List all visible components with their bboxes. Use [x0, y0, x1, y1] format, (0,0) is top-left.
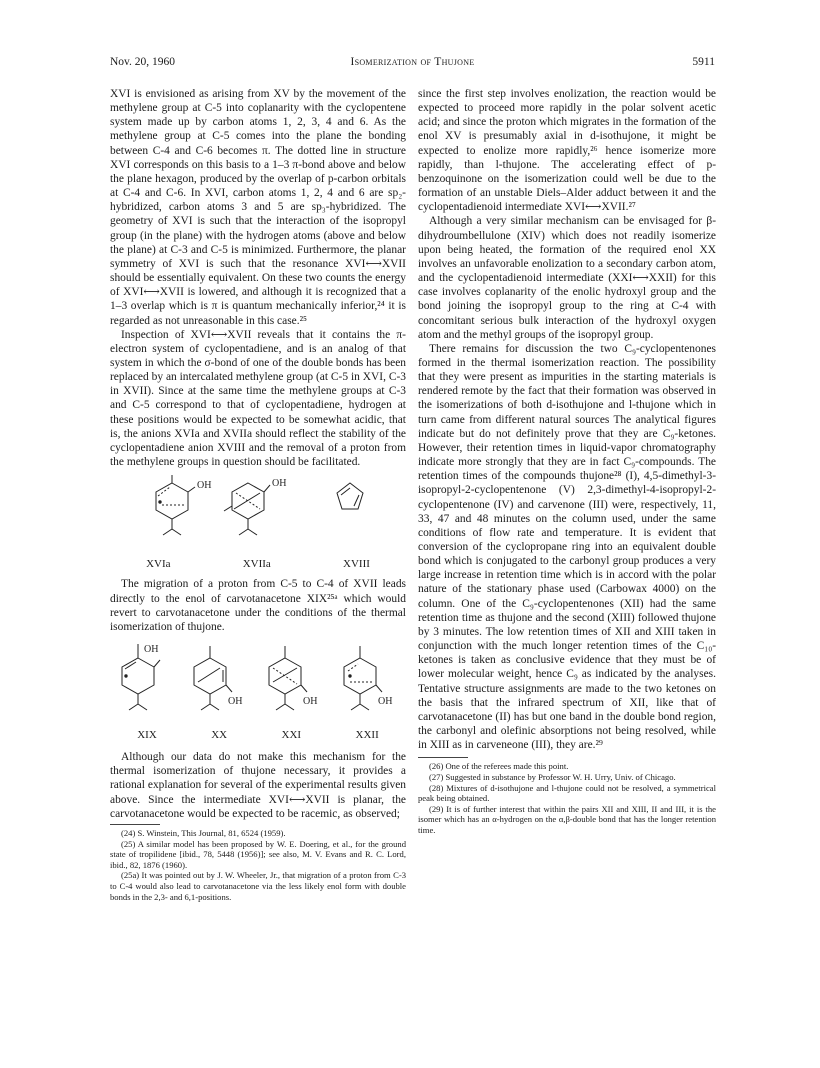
footnote-25: (25) A similar model has been proposed by W. E. Doering, et al., for the ground state of tropilidene [ibid., 78, 5448 (1956)]; see also, M. V. Evans and R. C. Lord, ibid., 82, 1876 (1960). — [110, 838, 406, 870]
left-paragraph-2: Inspection of XVI⟷XVII reveals that it contains the π-electron system of cyclopentadiene, and is an analog of that system in which the σ-bond of one of the double bonds has been replaced by an intercalated methylene group (at C-5 in XVI, C-3 in XVII). Since at the same time the methylene groups at C-3 and C-5 correspond to that of cyclopentadiene, hydrogen at these positions would be expected to be somewhat acidic, that is, the anions XVIa and XVIIa should reflect the stability of the cyclopentadiene anion XVIII and the removal of a proton from the methylene groups in question should be facilitated. — [110, 328, 406, 469]
page-header — [110, 56, 715, 72]
footnote-27: (27) Suggested in substance by Professor W. H. Urry, Univ. of Chicago. — [429, 771, 676, 782]
footnote-28: (28) Mixtures of d-isothujone and l-thujone could not be resolved, a symmetrical peak being obtained. — [418, 782, 716, 804]
structure-xviii — [337, 483, 363, 509]
structure-xxii — [344, 646, 382, 710]
footnote-26: (26) One of the referees made this point. — [429, 761, 569, 772]
footnote-25a: (25a) It was pointed out by J. W. Wheeler, Jr., that migration of a proton from C-3 to C-4 would also lead to carvotanacetone via the less likely enol form with double bonds in the 2,3- and 6,1-positions. — [110, 870, 406, 902]
label-xx: XX — [211, 729, 228, 741]
footnote-24: (24) S. Winstein, This Journal, 81, 6524 (1959). — [121, 827, 286, 838]
label-xxi: XXI — [281, 729, 302, 741]
structures-xvia-xviia-xviii — [110, 469, 406, 561]
header-date: Nov. 20, 1960 — [110, 56, 176, 68]
structure-xx — [194, 646, 232, 710]
right-paragraph-3: There remains for discussion the two C₉-cyclopentenones formed in the thermal isomerization reaction. The possibility that they were present as impurities in the starting materials is rendered remote by the fact that their formation was observed in the isomerizations of both d-isothujone and l-thujone which in turn came from different natural sources The analytical figures indicate but do not definitely prove that they are C₉-ketones. However, their retention times in liquid-vapor chromatography indicate more strongly that they are in fact C₉-compounds. The retention times of the compounds thujone²⁸ (I), 4,5-dimethyl-3-isopropyl-2-cyclopentenone (V) 2,3-dimethyl-4-isopropyl-2-cyclopentenone (IV) and carvenone (III) were, respectively, 11, 33, 47 and 48 minutes on the column used, under the same conditions of flow rate and temperature. It is evident that conversion of the cyclopropane ring into an equivalent double bond which is conjugated to the carbonyl group produces a very large increase in retention time which is in accord with the polar nature of the stationary phase used (Carbowax 4000) on the column. One of the C₉-cyclopentenones (XII) had the same retention time as thujone and the second (XIII) followed thujone by 3 minutes. The low retention times of XII and XIII taken in conjunction with the much longer retention times of the C₁₀-ketones is taken as conclusive evidence that they must be of lower molecular weight, hence C₉ as indicated by the analyses. Tentative structure assignments are made to the two ketones on the basis that the infrared spectrum of XII, like that of carvotanacetone (II) has but one band in the double bond region, the carbonyl and olefinic absorptions not being resolved, while in XIII as in carveneone (III), they are.²⁹ — [418, 342, 716, 752]
structure-xviia — [224, 483, 270, 535]
label-xix: XIX — [137, 729, 157, 741]
left-column — [110, 87, 406, 902]
right-footnotes — [418, 761, 716, 835]
structures-figure-2 — [110, 638, 406, 734]
footnote-29: (29) It is of further interest that within the pairs XII and XIII, II and III, it is the isomer which has an α-hydrogen on the α,β-double bond that has the longer retention time. — [418, 803, 716, 835]
structures-figure-1 — [110, 469, 406, 561]
header-title: Isomerization of Thujone — [350, 56, 475, 68]
left-paragraph-4: Although our data do not make this mechanism for the thermal isomerization of thujone necessary, it provides a rational explanation for several of the experimental results given above. Since the intermediate XVI⟷XVII is planar, the carvotanacetone would be expected to be racemic, as observed; — [110, 751, 406, 820]
structure-xxi — [269, 646, 307, 710]
footnote-rule-left — [110, 824, 160, 825]
left-paragraph-1: XVI is envisioned as arising from XV by the movement of the methylene group at C-5 into coplanarity with the cyclopentene system made up by carbon atoms 1, 2, 3, 4 and 6. As the methylene group at C-5 comes into the plane the bonding between C-4 and C-6 becomes π. The dotted line in structure XVI corresponds on this basis to a 1–3 π-bond above and below the plane hexagon, produced by the overlap of p-carbon orbitals at C-4 and C-6. In XVI, carbon atoms 1, 2, 4 and 6 are sp₂-hybridized, carbon atoms 3 and 5 are sp₃-hybridized. The geometry of XVI is such that the interaction of the isopropyl group (in the plane) with the hydrogen atoms (above and below the plane) at C-3 and C-5 is minimized. Furthermore, the planar symmetry of XVI is such that the resonance XVI⟷XVII should be essentially equivalent. On these two counts the energy of XVI⟷XVII is lowered, and although it is recognized that a 1–3 overlap which is π is quantum mechanically inferior,²⁴ it is regarded as not unreasonable in this case.²⁵ — [110, 88, 406, 327]
right-column — [418, 87, 716, 836]
xxi-oh-label: OH — [303, 696, 318, 707]
xix-oh-label: OH — [144, 644, 159, 655]
left-paragraph-3: The migration of a proton from C-5 to C-4 of XVII leads directly to the enol of carvotanacetone XIX²⁵ᵃ which would revert to carvotanacetone under the conditions of the thermal isomerization of thujone. — [110, 578, 406, 633]
label-xviia: XVIIa — [242, 558, 271, 571]
structure-xvia — [156, 475, 195, 535]
header-page-number: 5911 — [692, 56, 715, 68]
structures-xix-xxii — [110, 638, 406, 734]
footnote-rule-right — [418, 757, 468, 758]
right-paragraph-2: Although a very similar mechanism can be envisaged for β-dihydroumbellulone (XIV) which does not readily isomerize upon being heated, the formation of the required enol XX involves an unfavorable enolization to a secondary carbon atom, and the cyclopentadienoid intermediate (XXI⟷XXII) for this case involves coplanarity of the enolic hydroxyl group and the bond joining the isopropyl group to the ring at C-4 with concomitant serious bulk interaction of the hydroxyl oxygen atom and the methyl groups of the isopropyl group. — [418, 215, 716, 341]
xx-oh-label: OH — [228, 696, 243, 707]
xviia-oh-label: OH — [272, 478, 287, 490]
label-xviii: XVIII — [343, 558, 370, 571]
label-xxii: XXII — [355, 729, 379, 741]
xxii-oh-label: OH — [378, 696, 393, 707]
xvia-oh-label: OH — [197, 480, 212, 492]
left-footnotes — [110, 828, 406, 902]
label-xvia: XVIa — [146, 558, 171, 571]
right-paragraph-1: since the first step involves enolization, the reaction would be expected to proceed more rapidly in the polar solvent acetic acid; and since the proton which migrates in the formation of the enol XV is presumably axial in d-isothujone, it might be expected to enolize more rapidly,²⁶ hence isomerize more rapidly, than l-thujone. The accelerating effect of p-benzoquinone on the isomerization could well be due to the formation of an unstable Diels–Alder adduct between it and the cyclopentadienoid intermediate XVI⟷XVII.²⁷ — [418, 88, 716, 214]
